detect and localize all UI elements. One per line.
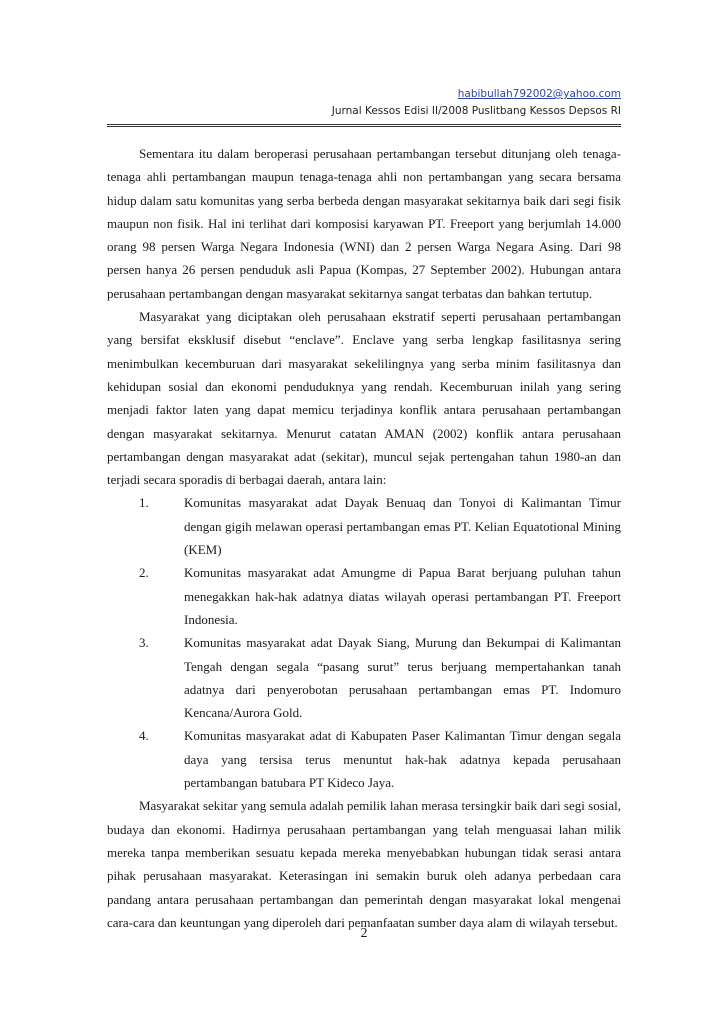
numbered-list <box>107 491 621 794</box>
paragraph: Masyarakat sekitar yang semula adalah pemilik lahan merasa tersingkir baik dari segi sosial, budaya dan ekonomi. Hadirnya perusahaan pertambangan yang telah menguasai lahan milik mereka tanpa memberikan sesuatu kepada mereka menyebabkan hubungan tidak serasi antara pihak perusahaan masyarakat. Keterasingan ini semakin buruk oleh adanya perbedaan cara pandang antara perusahaan pertambangan dan pemerintah dengan masyarakat lokal mengenai cara-cara dan keuntungan yang diperoleh dari pemanfaatan sumber daya alam di wilayah tersebut. <box>107 798 621 930</box>
header-divider <box>107 124 621 127</box>
journal-title: Jurnal Kessos Edisi II/2008 Puslitbang Kessos Depsos RI <box>331 105 621 117</box>
page-number: 2 <box>360 926 368 941</box>
list-item-text: Komunitas masyarakat adat Amungme di Papua Barat berjuang puluhan tahun menegakkan hak-hak adatnya diatas wilayah operasi pertambangan PT. Freeport Indonesia. <box>184 565 621 627</box>
list-item <box>107 491 621 561</box>
page-header <box>332 86 621 120</box>
list-item-text: Komunitas masyarakat adat Dayak Siang, Murung dan Bekumpai di Kalimantan Tengah dengan segala “pasang surut” terus berjuang mempertahankan tanah adatnya dari penyerobotan perusahaan pertambangan emas PT. Indomuro Kencana/Aurora Gold. <box>184 635 621 721</box>
list-item <box>107 561 621 631</box>
list-item-text: Komunitas masyarakat adat Dayak Benuaq dan Tonyoi di Kalimantan Timur dengan gigih melawan operasi pertambangan emas PT. Kelian Equatotional Mining (KEM) <box>184 495 621 558</box>
paragraph: Sementara itu dalam beroperasi perusahaan pertambangan tersebut ditunjang oleh tenaga-tenaga ahli pertambangan maupun tenaga-tenaga ahli non pertambangan yang secara bersama hidup dalam satu komunitas yang serba berbeda dengan masyarakat sekitarnya baik dari segi fisik maupun non fisik. Hal ini terlihat dari komposisi karyawan PT. Freeport yang berjumlah 14.000 orang 98 persen Warga Negara Indonesia (WNI) dan 2 persen Warga Negara Asing. Dari 98 persen hanya 26 persen penduduk asli Papua (Kompas, 27 September 2002). Hubungan antara perusahaan pertambangan dengan masyarakat sekitarnya sangat terbatas dan bahkan tertutup. <box>107 146 621 301</box>
list-item-number: 2. <box>139 565 149 581</box>
paragraph: Masyarakat yang diciptakan oleh perusahaan ekstratif seperti perusahaan pertambangan yang bersifat eksklusif disebut “enclave”. Enclave yang serba lengkap fasilitasnya sering menimbulkan kecemburuan dari masyarakat sekelilingnya yang serba minim fasilitasnya dan kehidupan sosial dan ekonomi penduduknya yang rendah. Kecemburuan inilah yang sering menjadi faktor laten yang dapat memicu terjadinya konflik antara perusahaan pertambangan dengan masyarakat sekitarnya. Menurut catatan AMAN (2002) konflik antara perusahaan pertambangan dengan masyarakat adat (sekitar), muncul sejak pertengahan tahun 1980-an dan terjadi secara sporadis di berbagai daerah, antara lain: <box>107 309 621 488</box>
list-item-text: Komunitas masyarakat adat di Kabupaten Paser Kalimantan Timur dengan segala daya yang tersisa terus menuntut hak-hak adatnya kepada perusahaan pertambangan batubara PT Kideco Jaya. <box>184 728 621 791</box>
author-email-link[interactable]: habibullah792002@yahoo.com <box>457 88 621 100</box>
document-body <box>107 142 621 934</box>
list-item-number: 3. <box>139 635 149 651</box>
list-item-number: 1. <box>139 495 149 511</box>
list-item <box>107 631 621 724</box>
list-item <box>107 724 621 794</box>
list-item-number: 4. <box>139 728 149 744</box>
